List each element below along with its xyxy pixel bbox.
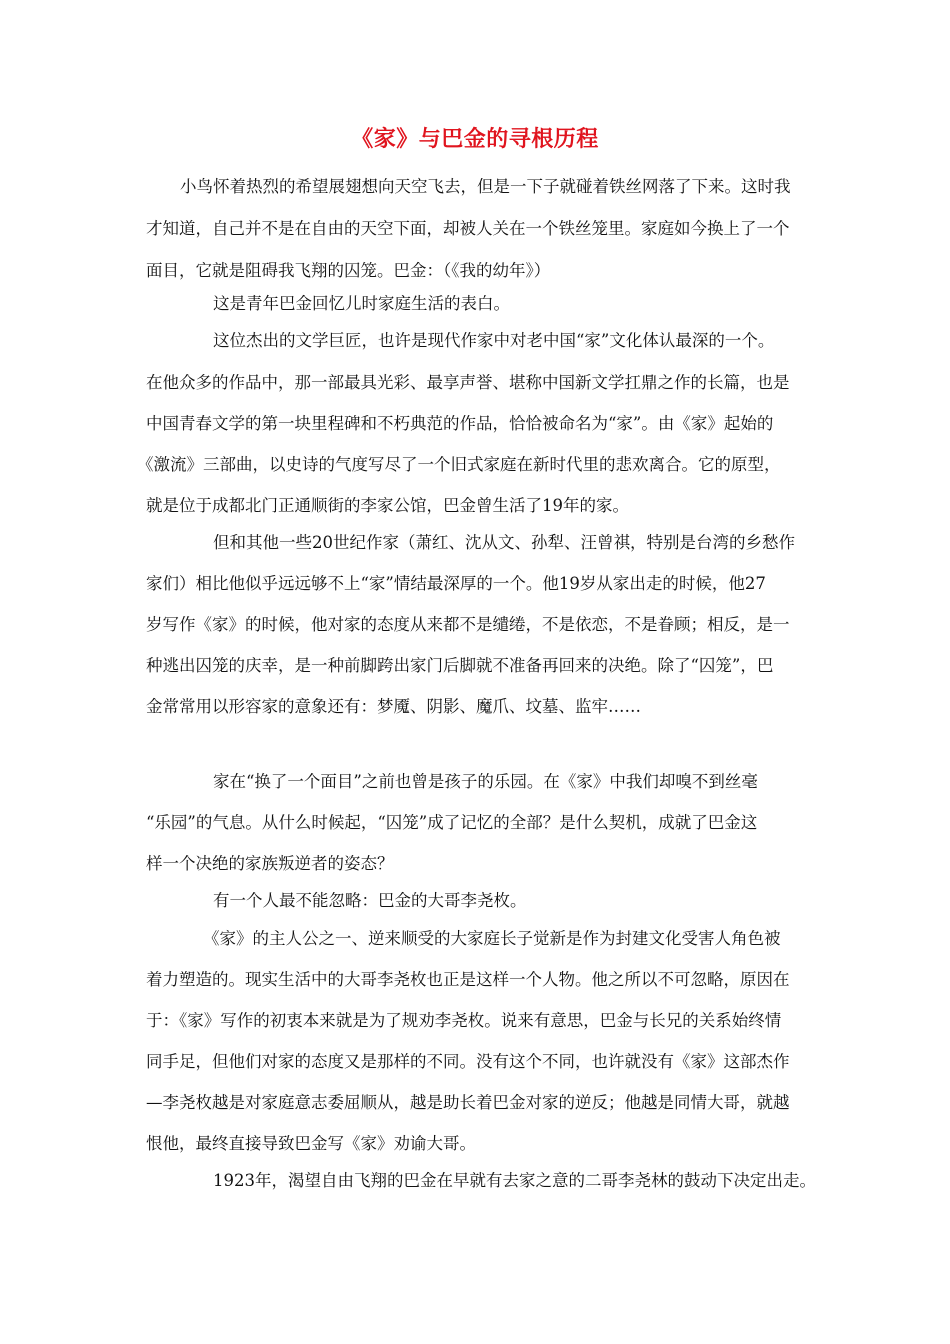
text-line: 有一个人最不能忽略：巴金的大哥李尧枚。	[213, 891, 527, 910]
text-line: 小鸟怀着热烈的希望展翅想向天空飞去，但是一下子就碰着铁丝网落了下来。这时我	[180, 177, 791, 196]
text-line: 就是位于成都北门正通顺街的李家公馆，巴金曾生活了19年的家。	[146, 496, 629, 515]
text-line: 家们）相比他似乎远远够不上“家”情结最深厚的一个。他19岁从家出走的时候，他27	[146, 574, 766, 593]
text-line: 中国青春文学的第一块里程碑和不朽典范的作品，恰恰被命名为“家”。由《家》起始的	[146, 414, 774, 433]
text-line: 1923年，渴望自由飞翔的巴金在早就有去家之意的二哥李尧林的鼓动下决定出走。	[213, 1171, 816, 1190]
text-line: 着力塑造的。现实生活中的大哥李尧枚也正是这样一个人物。他之所以不可忽略，原因在	[146, 970, 790, 989]
document-title: 《家》与巴金的寻根历程	[351, 127, 599, 152]
text-line: —李尧枚越是对家庭意志委屈顺从，越是助长着巴金对家的逆反；他越是同情大哥，就越	[146, 1093, 790, 1112]
text-line: 《激流》三部曲，以史诗的气度写尽了一个旧式家庭在新时代里的悲欢离合。它的原型，	[137, 455, 781, 474]
text-line: 恨他，最终直接导致巴金写《家》劝谕大哥。	[146, 1134, 476, 1153]
text-line: 同手足，但他们对家的态度又是那样的不同。没有这个不同，也许就没有《家》这部杰作	[146, 1052, 790, 1071]
text-line: 但和其他一些20世纪作家（萧红、沈从文、孙犁、汪曾祺，特别是台湾的乡愁作	[213, 533, 795, 552]
text-line: 才知道，自己并不是在自由的天空下面，却被人关在一个铁丝笼里。家庭如今换上了一个	[146, 219, 790, 238]
text-line: 这位杰出的文学巨匠，也许是现代作家中对老中国“家”文化体认最深的一个。	[213, 331, 775, 350]
text-line: 种逃出囚笼的庆幸，是一种前脚跨出家门后脚就不准备再回来的决绝。除了“囚笼”，巴	[146, 656, 774, 675]
text-line: 岁写作《家》的时候，他对家的态度从来都不是缱绻，不是依恋，不是眷顾；相反，是一	[146, 615, 790, 634]
text-line: 面目，它就是阻碍我飞翔的囚笼。巴金：（《我的幼年》）	[146, 261, 551, 280]
text-line: 金常常用以形容家的意象还有：梦魇、阴影、魔爪、坟墓、监牢……	[146, 697, 641, 716]
text-line: 家在“换了一个面目”之前也曾是孩子的乐园。在《家》中我们却嗅不到丝毫	[213, 772, 758, 791]
text-line: “乐园”的气息。从什么时候起，“囚笼”成了记忆的全部？是什么契机，成就了巴金这	[146, 813, 758, 832]
text-line: 在他众多的作品中，那一部最具光彩、最享声誉、堪称中国新文学扛鼎之作的长篇，也是	[146, 373, 790, 392]
text-line: 《家》的主人公之一、逆来顺受的大家庭长子觉新是作为封建文化受害人角色被	[203, 929, 781, 948]
text-line: 样一个决绝的家族叛逆者的姿态？	[146, 854, 394, 873]
text-line: 于：《家》写作的初衷本来就是为了规劝李尧枚。说来有意思，巴金与长兄的关系始终情	[146, 1011, 782, 1030]
text-line: 这是青年巴金回忆儿时家庭生活的表白。	[213, 294, 510, 313]
